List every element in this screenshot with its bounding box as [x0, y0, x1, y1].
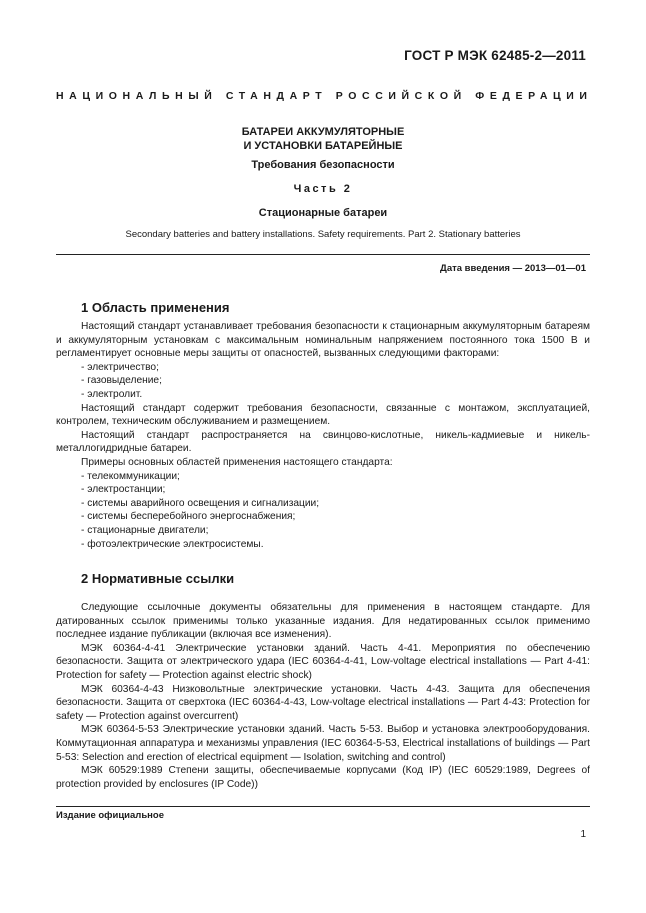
header-divider: [56, 254, 590, 255]
title-line-1: БАТАРЕИ АККУМУЛЯТОРНЫЕ: [241, 126, 405, 138]
paragraph: Настоящий стандарт содержит требования безопасности, связанные с монтажом, эксплуатацией, контролем, техническим обслуживанием и размещением.: [56, 402, 590, 428]
document-code: ГОСТ Р МЭК 62485-2—2011: [404, 48, 586, 63]
document-subtitle: Требования безопасности: [251, 159, 395, 171]
title-line-2: И УСТАНОВКИ БАТАРЕЙНЫЕ: [243, 140, 403, 152]
introduction-date: Дата введения — 2013—01—01: [440, 263, 586, 274]
document-english-title: Secondary batteries and battery installations. Safety requirements. Part 2. Stationary batteries: [125, 229, 521, 240]
list-item: - системы аварийного освещения и сигнализации;: [81, 497, 320, 509]
section-body-references: [56, 601, 590, 791]
section-body-scope: [56, 320, 590, 551]
reference-item: МЭК 60529:1989 Степени защиты, обеспечиваемые корпусами (Код IP) (IEC 60529:1989, Degrees of protection provided by enclosures (IP Code)): [56, 765, 590, 790]
document-part-title: Стационарные батареи: [258, 207, 388, 219]
reference-item: МЭК 60364-5-53 Электрические установки зданий. Часть 5-53. Выбор и установка электрооборудования. Коммутационная аппаратура и механизмы управления (IEC 60364-5-53, Electrical installations of buildings — Part 5-53: Selection and erection of electrical equipment — Isolation, switching and control): [56, 724, 590, 763]
list-item: - газовыделение;: [81, 375, 162, 387]
paragraph: Настоящий стандарт распространяется на свинцово-кислотные, никель-кадмиевые и никель-металлогидридные батареи.: [56, 429, 590, 455]
list-item: - телекоммуникации;: [81, 470, 180, 482]
list-item: - электростанции;: [81, 484, 166, 496]
national-standard-heading: НАЦИОНАЛЬНЫЙ СТАНДАРТ РОССИЙСКОЙ ФЕДЕРАЦИИ: [56, 90, 593, 102]
reference-item: МЭК 60364-4-41 Электрические установки зданий. Часть 4-41. Мероприятия по обеспечению безопасности. Защита от электрического удара (IEC 60364-4-41, Low-voltage electrical installations — Part 4-41: Protection for safety — Protection against electric shock): [56, 642, 590, 681]
edition-label: Издание официальное: [56, 810, 164, 821]
paragraph: Следующие ссылочные документы обязательны для применения в настоящем стандарте. Для датированных ссылок применимы только указанные издания. Для недатированных ссылок применимо последнее издание публикации (включая все изменения).: [56, 602, 590, 641]
list-item: - электролит.: [81, 388, 143, 400]
page-number: 1: [580, 829, 586, 840]
reference-item: МЭК 60364-4-43 Низковольтные электрические установки. Часть 4-43. Защита для обеспечения безопасности. Защита от сверхтока (IEC 60364-4-43, Low-voltage electrical installations — Part 4-43: Protection for safety — Protection against overcurrent): [56, 683, 590, 722]
list-item: - фотоэлектрические электросистемы.: [81, 538, 264, 550]
section-heading-references: 2 Нормативные ссылки: [81, 571, 235, 586]
document-part: Часть 2: [293, 183, 353, 195]
paragraph: Примеры основных областей применения настоящего стандарта:: [81, 456, 393, 468]
footer-divider: [56, 806, 590, 807]
list-item: - стационарные двигатели;: [81, 524, 209, 536]
paragraph: Настоящий стандарт устанавливает требования безопасности к стационарным аккумуляторным батареям и аккумуляторным установкам с максимальным номинальным напряжением постоянного тока 1500 В и регламентирует основные меры защиты от опасностей, вызванных следующими факторами:: [56, 321, 590, 360]
list-item: - электричество;: [81, 361, 159, 373]
document-title: [56, 125, 590, 153]
section-heading-scope: 1 Область применения: [81, 300, 230, 315]
list-item: - системы бесперебойного энергоснабжения;: [81, 511, 296, 523]
